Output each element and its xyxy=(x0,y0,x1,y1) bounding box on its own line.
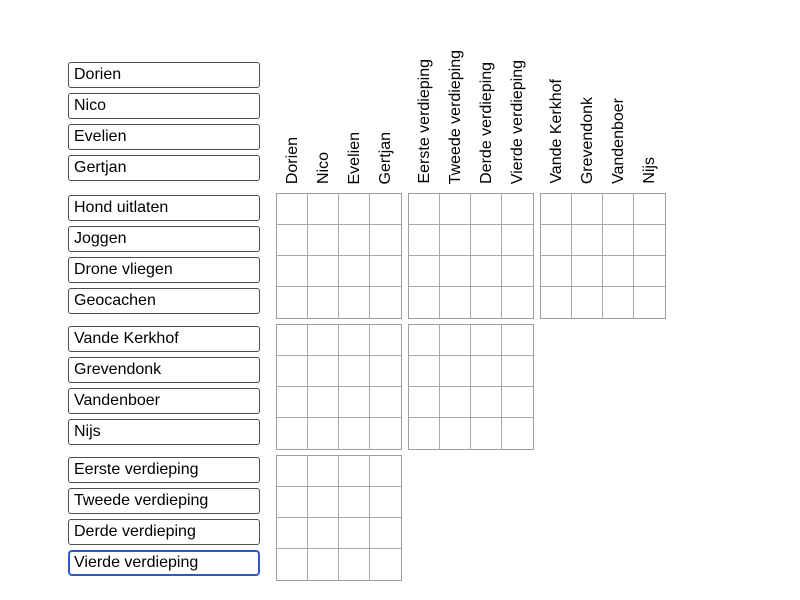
grid-cell-activities-0-people-0[interactable] xyxy=(277,194,308,225)
column-header-surnames-0 xyxy=(541,0,572,188)
grid-cell-surnames-1-people-2[interactable] xyxy=(339,356,370,387)
grid-cell-activities-2-surnames-1[interactable] xyxy=(572,256,603,287)
grid-cell-activities-3-people-0[interactable] xyxy=(277,287,308,318)
category-item-input-people-1[interactable] xyxy=(68,93,260,119)
grid-cell-surnames-2-people-3[interactable] xyxy=(370,387,401,418)
column-header-label: Tweede verdieping xyxy=(446,49,464,184)
grid-cell-activities-1-surnames-3[interactable] xyxy=(634,225,665,256)
grid-cell-surnames-3-floors-3[interactable] xyxy=(502,418,533,449)
grid-cell-activities-3-floors-1[interactable] xyxy=(440,287,471,318)
grid-cell-activities-2-floors-0[interactable] xyxy=(409,256,440,287)
column-header-label: Vierde verdieping xyxy=(508,59,526,184)
grid-cell-activities-2-people-1[interactable] xyxy=(308,256,339,287)
column-header-floors-3 xyxy=(502,0,533,188)
grid-cell-surnames-2-floors-3[interactable] xyxy=(502,387,533,418)
grid-cell-surnames-3-people-2[interactable] xyxy=(339,418,370,449)
grid-cell-floors-1-people-3[interactable] xyxy=(370,487,401,518)
grid-cell-activities-0-people-2[interactable] xyxy=(339,194,370,225)
grid-cell-activities-1-floors-0[interactable] xyxy=(409,225,440,256)
grid-cell-surnames-0-floors-1[interactable] xyxy=(440,325,471,356)
grid-cell-surnames-3-floors-2[interactable] xyxy=(471,418,502,449)
category-item-input-surnames-3[interactable] xyxy=(68,419,260,445)
grid-cell-surnames-2-people-1[interactable] xyxy=(308,387,339,418)
grid-cell-surnames-3-floors-1[interactable] xyxy=(440,418,471,449)
category-item-input-activities-1[interactable] xyxy=(68,226,260,252)
grid-cell-surnames-0-floors-2[interactable] xyxy=(471,325,502,356)
grid-cell-surnames-2-floors-2[interactable] xyxy=(471,387,502,418)
column-header-surnames-1 xyxy=(572,0,603,188)
column-header-label: Grevendonk xyxy=(578,96,596,184)
grid-cell-surnames-1-floors-3[interactable] xyxy=(502,356,533,387)
grid-block-surnames-x-people xyxy=(276,324,402,450)
grid-cell-surnames-2-floors-1[interactable] xyxy=(440,387,471,418)
column-header-label: Nijs xyxy=(640,157,658,184)
grid-cell-floors-3-people-0[interactable] xyxy=(277,549,308,580)
grid-cell-floors-3-people-3[interactable] xyxy=(370,549,401,580)
grid-cell-activities-0-floors-2[interactable] xyxy=(471,194,502,225)
grid-cell-floors-1-people-2[interactable] xyxy=(339,487,370,518)
category-item-input-activities-2[interactable] xyxy=(68,257,260,283)
grid-cell-activities-1-surnames-1[interactable] xyxy=(572,225,603,256)
grid-cell-activities-1-surnames-2[interactable] xyxy=(603,225,634,256)
column-header-people-3 xyxy=(370,0,401,188)
grid-cell-floors-0-people-1[interactable] xyxy=(308,456,339,487)
grid-cell-surnames-1-people-1[interactable] xyxy=(308,356,339,387)
column-header-surnames-2 xyxy=(603,0,634,188)
grid-cell-surnames-3-people-3[interactable] xyxy=(370,418,401,449)
grid-cell-surnames-1-floors-1[interactable] xyxy=(440,356,471,387)
grid-cell-activities-3-floors-0[interactable] xyxy=(409,287,440,318)
column-header-label: Derde verdieping xyxy=(477,62,495,184)
category-item-input-floors-1[interactable] xyxy=(68,488,260,514)
grid-cell-activities-0-floors-1[interactable] xyxy=(440,194,471,225)
column-header-label: Dorien xyxy=(283,136,301,184)
grid-cell-activities-3-floors-3[interactable] xyxy=(502,287,533,318)
column-header-people-0 xyxy=(277,0,308,188)
grid-cell-activities-0-people-3[interactable] xyxy=(370,194,401,225)
grid-cell-activities-1-people-1[interactable] xyxy=(308,225,339,256)
category-item-input-floors-3-focused[interactable] xyxy=(68,550,260,576)
grid-cell-floors-0-people-3[interactable] xyxy=(370,456,401,487)
grid-cell-activities-2-people-3[interactable] xyxy=(370,256,401,287)
grid-cell-activities-0-surnames-0[interactable] xyxy=(541,194,572,225)
grid-cell-surnames-0-people-3[interactable] xyxy=(370,325,401,356)
grid-cell-surnames-1-floors-2[interactable] xyxy=(471,356,502,387)
grid-cell-activities-1-people-2[interactable] xyxy=(339,225,370,256)
grid-cell-activities-3-surnames-2[interactable] xyxy=(603,287,634,318)
grid-cell-floors-2-people-0[interactable] xyxy=(277,518,308,549)
grid-cell-surnames-1-floors-0[interactable] xyxy=(409,356,440,387)
grid-cell-activities-2-floors-1[interactable] xyxy=(440,256,471,287)
grid-cell-activities-0-surnames-2[interactable] xyxy=(603,194,634,225)
column-header-label: Eerste verdieping xyxy=(415,59,433,184)
category-item-input-activities-0[interactable] xyxy=(68,195,260,221)
category-item-input-people-3[interactable] xyxy=(68,155,260,181)
grid-cell-activities-2-surnames-3[interactable] xyxy=(634,256,665,287)
grid-cell-activities-2-surnames-2[interactable] xyxy=(603,256,634,287)
grid-cell-activities-3-people-1[interactable] xyxy=(308,287,339,318)
grid-cell-floors-2-people-3[interactable] xyxy=(370,518,401,549)
grid-block-activities-x-surnames xyxy=(540,193,666,319)
grid-cell-activities-1-people-0[interactable] xyxy=(277,225,308,256)
grid-cell-surnames-2-floors-0[interactable] xyxy=(409,387,440,418)
column-header-label: Vandenboer xyxy=(609,98,627,184)
category-item-input-people-2[interactable] xyxy=(68,124,260,150)
grid-cell-floors-0-people-2[interactable] xyxy=(339,456,370,487)
grid-cell-activities-0-surnames-3[interactable] xyxy=(634,194,665,225)
grid-block-floors-x-people xyxy=(276,455,402,581)
category-item-input-surnames-1[interactable] xyxy=(68,357,260,383)
grid-cell-activities-0-floors-0[interactable] xyxy=(409,194,440,225)
grid-cell-activities-2-people-0[interactable] xyxy=(277,256,308,287)
grid-block-surnames-x-floors xyxy=(408,324,534,450)
grid-cell-floors-3-people-1[interactable] xyxy=(308,549,339,580)
grid-cell-surnames-3-people-1[interactable] xyxy=(308,418,339,449)
grid-cell-activities-2-floors-3[interactable] xyxy=(502,256,533,287)
grid-cell-floors-0-people-0[interactable] xyxy=(277,456,308,487)
column-header-people-1 xyxy=(308,0,339,188)
grid-cell-activities-1-people-3[interactable] xyxy=(370,225,401,256)
grid-block-activities-x-people xyxy=(276,193,402,319)
grid-cell-floors-1-people-1[interactable] xyxy=(308,487,339,518)
grid-cell-surnames-0-people-1[interactable] xyxy=(308,325,339,356)
grid-cell-activities-2-people-2[interactable] xyxy=(339,256,370,287)
category-item-input-floors-2[interactable] xyxy=(68,519,260,545)
grid-cell-floors-1-people-0[interactable] xyxy=(277,487,308,518)
column-header-label: Evelien xyxy=(345,131,363,184)
grid-cell-activities-1-surnames-0[interactable] xyxy=(541,225,572,256)
grid-cell-activities-0-floors-3[interactable] xyxy=(502,194,533,225)
grid-cell-surnames-3-floors-0[interactable] xyxy=(409,418,440,449)
column-header-floors-2 xyxy=(471,0,502,188)
grid-cell-surnames-0-floors-0[interactable] xyxy=(409,325,440,356)
category-item-input-activities-3[interactable] xyxy=(68,288,260,314)
grid-cell-activities-3-floors-2[interactable] xyxy=(471,287,502,318)
column-header-label: Gertjan xyxy=(376,131,394,184)
grid-cell-floors-3-people-2[interactable] xyxy=(339,549,370,580)
column-header-label: Nico xyxy=(314,151,332,184)
category-item-input-surnames-2[interactable] xyxy=(68,388,260,414)
column-header-floors-0 xyxy=(409,0,440,188)
column-header-people-2 xyxy=(339,0,370,188)
column-header-surnames-3 xyxy=(634,0,665,188)
grid-cell-surnames-0-people-0[interactable] xyxy=(277,325,308,356)
grid-cell-floors-2-people-2[interactable] xyxy=(339,518,370,549)
grid-block-activities-x-floors xyxy=(408,193,534,319)
grid-cell-surnames-0-people-2[interactable] xyxy=(339,325,370,356)
column-header-label: Vande Kerkhof xyxy=(547,79,565,184)
grid-cell-activities-3-surnames-0[interactable] xyxy=(541,287,572,318)
grid-cell-activities-3-people-2[interactable] xyxy=(339,287,370,318)
grid-cell-surnames-3-people-0[interactable] xyxy=(277,418,308,449)
grid-cell-activities-3-surnames-3[interactable] xyxy=(634,287,665,318)
category-item-input-people-0[interactable] xyxy=(68,62,260,88)
grid-cell-surnames-1-people-3[interactable] xyxy=(370,356,401,387)
grid-cell-surnames-0-floors-3[interactable] xyxy=(502,325,533,356)
grid-cell-activities-3-people-3[interactable] xyxy=(370,287,401,318)
category-item-input-surnames-0[interactable] xyxy=(68,326,260,352)
grid-cell-activities-1-floors-1[interactable] xyxy=(440,225,471,256)
grid-cell-activities-0-surnames-1[interactable] xyxy=(572,194,603,225)
grid-cell-activities-0-people-1[interactable] xyxy=(308,194,339,225)
grid-cell-floors-2-people-1[interactable] xyxy=(308,518,339,549)
grid-cell-activities-2-floors-2[interactable] xyxy=(471,256,502,287)
grid-cell-surnames-2-people-0[interactable] xyxy=(277,387,308,418)
grid-cell-activities-3-surnames-1[interactable] xyxy=(572,287,603,318)
grid-cell-surnames-2-people-2[interactable] xyxy=(339,387,370,418)
grid-cell-activities-1-floors-3[interactable] xyxy=(502,225,533,256)
category-item-input-floors-0[interactable] xyxy=(68,457,260,483)
grid-cell-activities-2-surnames-0[interactable] xyxy=(541,256,572,287)
grid-cell-activities-1-floors-2[interactable] xyxy=(471,225,502,256)
grid-cell-surnames-1-people-0[interactable] xyxy=(277,356,308,387)
column-header-floors-1 xyxy=(440,0,471,188)
